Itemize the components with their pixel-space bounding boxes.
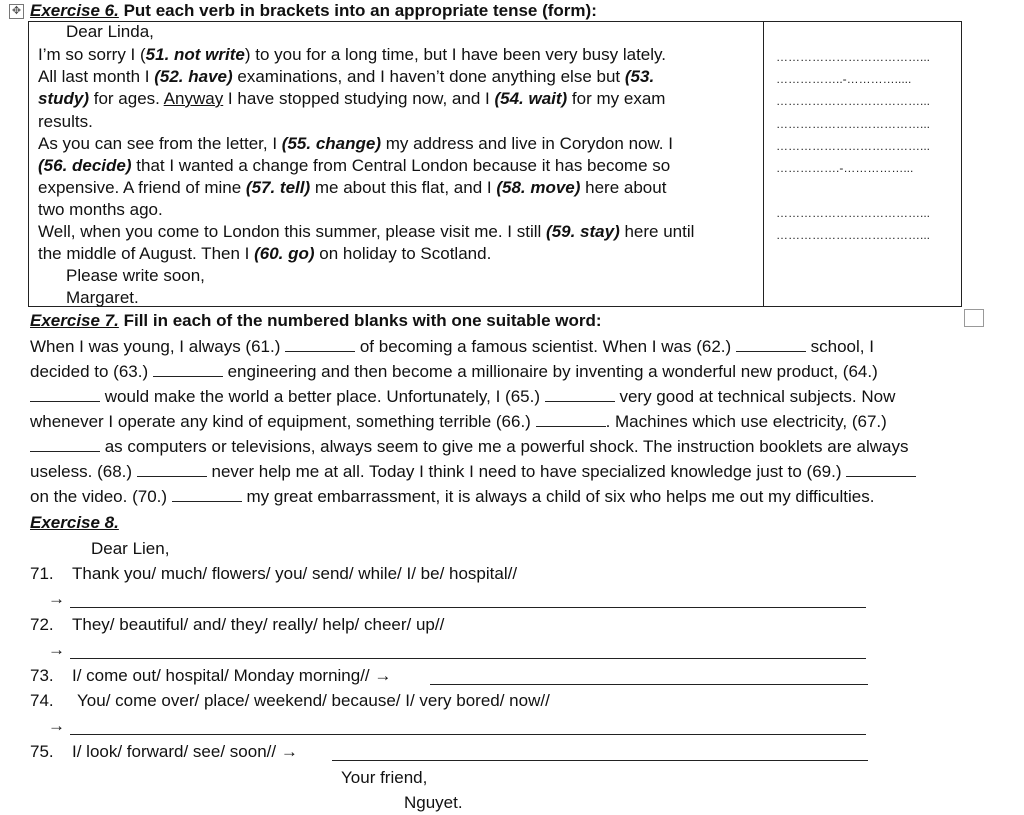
answer-dots-52-53[interactable]: ……………..-………….....	[776, 72, 912, 86]
text-segment: here about	[580, 178, 667, 197]
text-segment: that I wanted a change from Central London because it has become so	[131, 156, 671, 175]
text-segment: examinations, and I haven’t done anything else but	[232, 67, 625, 86]
verb-prompt: (53.	[624, 67, 655, 86]
text-segment: All last month I	[38, 67, 155, 86]
verb-prompt: (58. move)	[496, 178, 581, 197]
exercise-8-label: Exercise 8.	[30, 513, 119, 532]
verb-prompt: study)	[38, 89, 89, 108]
verb-prompt: (57. tell)	[245, 178, 311, 197]
text-segment: as computers or televisions, always seem to give me a powerful shock. The instruction booklets are always	[100, 437, 909, 456]
fill-blank[interactable]	[736, 338, 806, 352]
item-71-number: 71.	[30, 564, 54, 583]
letter-line	[38, 67, 654, 87]
fill-blank[interactable]	[545, 388, 615, 402]
fill-blank[interactable]	[153, 363, 223, 377]
exercise-8-heading	[30, 513, 119, 533]
arrow-74: →	[48, 716, 65, 735]
text-segment: whenever I operate any kind of equipment, something terrible (66.)	[30, 412, 536, 431]
answer-line-73[interactable]	[430, 684, 868, 685]
text-segment: would make the world a better place. Unfortunately, I (65.)	[100, 387, 545, 406]
text-segment: on holiday to Scotland.	[314, 244, 492, 263]
item-73-prompt: I/ come out/ hospital/ Monday morning// →	[72, 666, 392, 685]
fill-blank[interactable]	[30, 388, 100, 402]
letter-line	[38, 89, 665, 109]
answer-dots-60[interactable]: ………………………………...	[776, 228, 931, 242]
exercise-6-heading	[30, 1, 597, 21]
text-segment: the middle of August. Then I	[38, 244, 255, 263]
text-segment: me about this flat, and I	[310, 178, 497, 197]
text-segment: I’m so sorry I (	[38, 45, 146, 64]
text-segment: useless. (68.)	[30, 462, 137, 481]
letter-line	[38, 156, 670, 176]
text-segment: never help me at all. Today I think I need to have specialized knowledge just to (69.)	[206, 462, 847, 481]
verb-prompt: (54. wait)	[494, 89, 568, 108]
item-75-number: 75.	[30, 742, 54, 761]
passage-line	[30, 487, 874, 507]
fill-blank[interactable]	[30, 438, 100, 452]
fill-blank[interactable]	[846, 463, 916, 477]
item-72-number: 72.	[30, 615, 54, 634]
text-segment: Please write soon,	[66, 266, 205, 285]
text-segment: very good at technical subjects. Now	[614, 387, 896, 406]
item-72-prompt: They/ beautiful/ and/ they/ really/ help/ cheer/ up//	[72, 615, 445, 634]
verb-prompt: (59. stay)	[546, 222, 620, 241]
text-segment: Margaret.	[66, 288, 139, 307]
text-segment: I have stopped studying now, and I	[223, 89, 495, 108]
text-segment: decided to (63.)	[30, 362, 153, 381]
letter-line	[38, 134, 673, 154]
passage-line	[30, 437, 909, 457]
passage-line	[30, 387, 895, 407]
text-segment: When I was young, I always (61.)	[30, 337, 286, 356]
fill-blank[interactable]	[536, 413, 606, 427]
text-segment: for ages.	[89, 89, 164, 108]
answer-line-75[interactable]	[332, 760, 868, 761]
item-74-number: 74.	[30, 691, 54, 710]
answer-line-74[interactable]	[70, 734, 866, 735]
passage-line	[30, 362, 878, 382]
arrow-71: →	[48, 589, 65, 608]
exercise-7-label: Exercise 7.	[30, 311, 119, 330]
checkbox-corner[interactable]	[964, 309, 984, 327]
passage-line	[30, 412, 887, 432]
item-73-number: 73.	[30, 666, 54, 685]
item-71-prompt: Thank you/ much/ flowers/ you/ send/ while/ I/ be/ hospital//	[72, 564, 518, 583]
exercise-6-column-divider	[763, 21, 764, 307]
exercise-6-label: Exercise 6.	[30, 1, 119, 20]
text-segment: results.	[38, 112, 93, 131]
text-segment: two months ago.	[38, 200, 163, 219]
letter-line	[38, 178, 666, 198]
letter-line	[38, 45, 666, 65]
item-75-prompt: I/ look/ forward/ see/ soon// →	[72, 742, 298, 761]
text-segment: ) to you for a long time, but I have been very busy lately.	[244, 45, 666, 64]
fill-blank[interactable]	[285, 338, 355, 352]
answer-dots-51[interactable]: ………………………………...	[776, 50, 931, 64]
verb-prompt: 51. not write	[145, 45, 245, 64]
item-74-prompt: You/ come over/ place/ weekend/ because/ I/ very bored/ now//	[77, 691, 550, 710]
verb-prompt: (60. go)	[254, 244, 315, 263]
underlined-word: Anyway	[163, 89, 224, 108]
answer-line-72[interactable]	[70, 658, 866, 659]
text-segment: Well, when you come to London this summer, please visit me. I still	[38, 222, 547, 241]
answer-dots-59[interactable]: ………………………………...	[776, 206, 931, 220]
answer-dots-56[interactable]: ………………………………...	[776, 139, 931, 153]
text-segment: my great embarrassment, it is always a child of six who helps me out my difficulties.	[241, 487, 875, 506]
text-segment: on the video. (70.)	[30, 487, 172, 506]
letter-line	[38, 222, 694, 242]
letter-line	[66, 266, 205, 286]
exercise-7-heading	[30, 311, 602, 331]
text-segment: expensive. A friend of mine	[38, 178, 246, 197]
passage-line	[30, 462, 916, 482]
answer-dots-55[interactable]: ………………………………...	[776, 117, 931, 131]
exercise-6-instruction: Put each verb in brackets into an appropriate tense (form):	[118, 1, 597, 20]
fill-blank[interactable]	[137, 463, 207, 477]
letter-line	[66, 22, 154, 42]
text-segment: . Machines which use electricity, (67.)	[605, 412, 887, 431]
exercise-7-instruction: Fill in each of the numbered blanks with one suitable word:	[118, 311, 602, 330]
letter-line	[38, 112, 93, 132]
answer-line-71[interactable]	[70, 607, 866, 608]
passage-line	[30, 337, 874, 357]
verb-prompt: (52. have)	[154, 67, 233, 86]
verb-prompt: (55. change)	[281, 134, 381, 153]
text-segment: my address and live in Corydon now. I	[381, 134, 673, 153]
letter-greeting: Dear Lien,	[91, 539, 170, 558]
letter-signature: Nguyet.	[404, 793, 463, 812]
letter-line	[38, 200, 163, 220]
fill-blank[interactable]	[172, 488, 242, 502]
text-segment: of becoming a famous scientist. When I was (62.)	[355, 337, 736, 356]
letter-closing: Your friend,	[341, 768, 428, 787]
answer-dots-54[interactable]: ………………………………...	[776, 94, 931, 108]
text-segment: here until	[619, 222, 695, 241]
letter-line	[38, 244, 491, 264]
text-segment: school, I	[805, 337, 874, 356]
text-segment: engineering and then become a millionaire by inventing a wonderful new product, (64.)	[222, 362, 878, 381]
text-segment: for my exam	[567, 89, 666, 108]
verb-prompt: (56. decide)	[38, 156, 132, 175]
answer-dots-57-58[interactable]: …………….-……………...	[776, 161, 914, 175]
text-segment: Dear Linda,	[66, 22, 154, 41]
letter-line	[66, 288, 139, 308]
text-segment: As you can see from the letter, I	[38, 134, 282, 153]
move-handle-icon[interactable]: ✥	[9, 4, 24, 19]
arrow-72: →	[48, 640, 65, 659]
